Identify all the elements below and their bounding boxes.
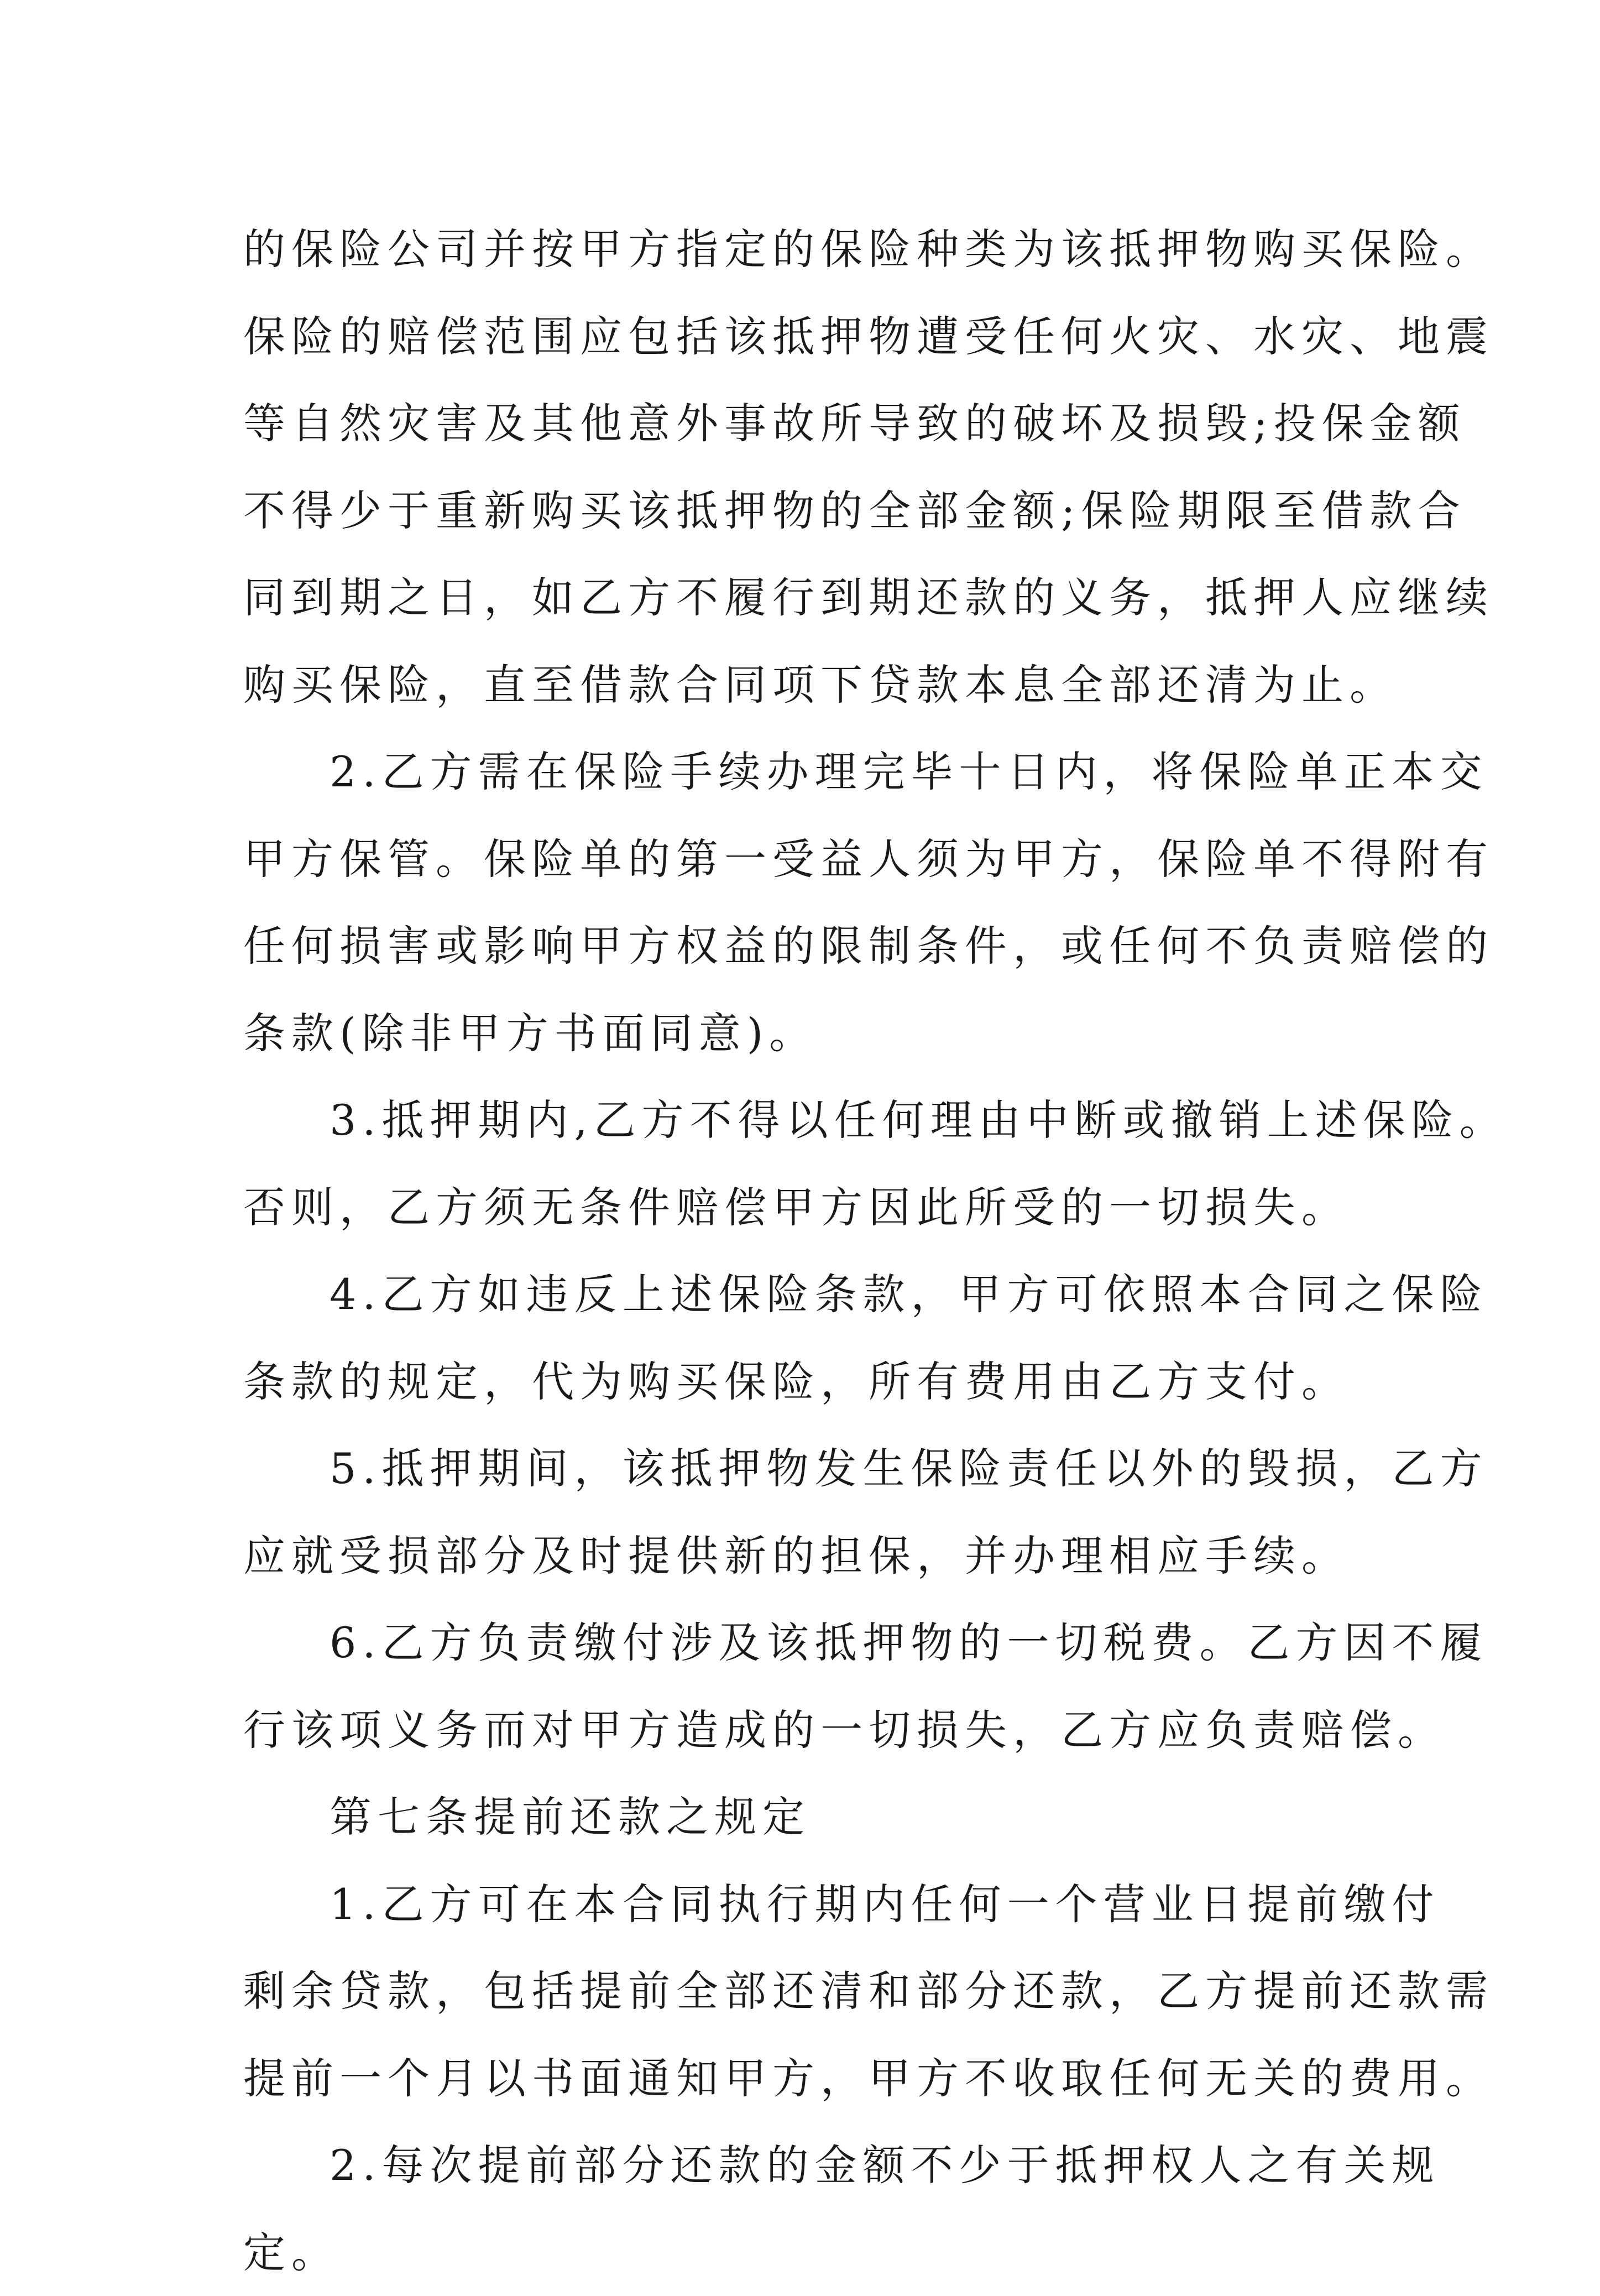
text-line: 等自然灾害及其他意外事故所导致的破坏及损毁;投保金额: [243, 380, 1366, 467]
document-body: [243, 206, 1366, 2296]
text-line: 5.抵押期间，该抵押物发生保险责任以外的毁损，乙方: [243, 1425, 1366, 1512]
text-line: 1.乙方可在本合同执行期内任何一个营业日提前缴付: [243, 1861, 1366, 1948]
text-line: 6.乙方负责缴付涉及该抵押物的一切税费。乙方因不履: [243, 1599, 1366, 1687]
text-line: 3.抵押期内,乙方不得以任何理由中断或撤销上述保险。: [243, 1077, 1366, 1164]
text-line: 4.乙方如违反上述保险条款，甲方可依照本合同之保险: [243, 1251, 1366, 1338]
text-line: 购买保险，直至借款合同项下贷款本息全部还清为止。: [243, 641, 1366, 729]
text-line: 任何损害或影响甲方权益的限制条件，或任何不负责赔偿的: [243, 902, 1366, 990]
text-line: 条款(除非甲方书面同意)。: [243, 990, 1366, 1077]
text-line: 不得少于重新购买该抵押物的全部金额;保险期限至借款合: [243, 467, 1366, 555]
text-line: 甲方保管。保险单的第一受益人须为甲方，保险单不得附有: [243, 816, 1366, 903]
text-line: 条款的规定，代为购买保险，所有费用由乙方支付。: [243, 1338, 1366, 1426]
text-line: 剩余贷款，包括提前全部还清和部分还款，乙方提前还款需: [243, 1948, 1366, 2035]
text-line: 否则，乙方须无条件赔偿甲方因此所受的一切损失。: [243, 1164, 1366, 1251]
text-line: 的保险公司并按甲方指定的保险种类为该抵押物购买保险。: [243, 206, 1366, 293]
text-line: 2.乙方需在保险手续办理完毕十日内，将保险单正本交: [243, 728, 1366, 816]
text-line: 提前一个月以书面通知甲方，甲方不收取任何无关的费用。: [243, 2035, 1366, 2122]
text-line: 2.每次提前部分还款的金额不少于抵押权人之有关规: [243, 2122, 1366, 2209]
text-line: 应就受损部分及时提供新的担保，并办理相应手续。: [243, 1512, 1366, 1600]
text-line: 保险的赔偿范围应包括该抵押物遭受任何火灾、水灾、地震: [243, 293, 1366, 380]
section-heading: 第七条提前还款之规定: [243, 1773, 1366, 1861]
text-line: 行该项义务而对甲方造成的一切损失，乙方应负责赔偿。: [243, 1687, 1366, 1774]
text-line: 同到期之日，如乙方不履行到期还款的义务，抵押人应继续: [243, 554, 1366, 641]
text-line: 定。: [243, 2209, 1366, 2296]
